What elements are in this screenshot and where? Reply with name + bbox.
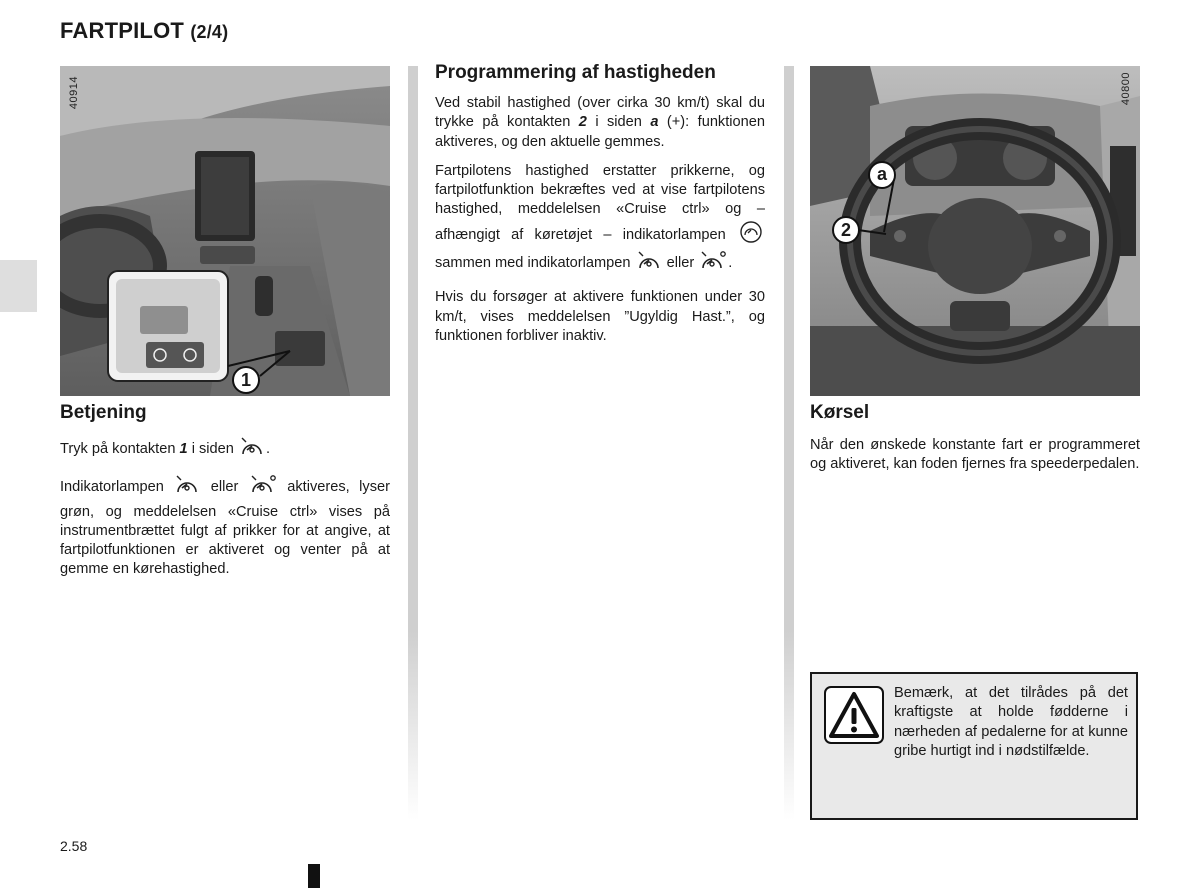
middle-section xyxy=(435,62,765,356)
page-title xyxy=(60,18,228,44)
middle-paragraph-2: Fartpilotens hastighed erstatter prikkerne, og fartpilotfunktion bekræftes ved at vise fartpilotens hastighed, meddelelsen «Cruise ctrl» og – afhængigt af køretøjet – indikatorlampen sammen med indikatorlampen eller . xyxy=(435,162,765,278)
title-part: (2/4) xyxy=(190,22,229,42)
warning-box xyxy=(810,672,1138,820)
warning-text: Bemærk, at det tilrådes på det kraftigste at holde fødderne i nærheden af pedalerne for at kunne gribe hurtigt ind i nødstilfælde. xyxy=(822,684,1128,761)
section-heading-korsel: Kørsel xyxy=(810,402,870,423)
warning-triangle-icon xyxy=(824,686,884,744)
steering-wheel-photo xyxy=(810,66,1140,396)
image-code: 40800 xyxy=(1120,72,1132,106)
cruise-control-icon xyxy=(175,474,199,502)
dashboard-photo xyxy=(60,66,390,396)
switch-2-ref: 2 xyxy=(578,114,587,131)
callout-1: 1 xyxy=(240,370,251,390)
speed-limiter-icon xyxy=(700,250,726,278)
right-section xyxy=(810,402,1140,485)
left-paragraph-1: Tryk på kontakten 1 i siden . xyxy=(60,436,390,464)
cruise-lamp-icon xyxy=(739,220,763,250)
section-heading-programmering: Programmering af hastigheden xyxy=(435,62,716,83)
right-paragraph-1: Når den ønskede konstante fart er programmeret og aktiveret, kan foden fjernes fra speederpedalen. xyxy=(810,437,1140,473)
image-code: 40914 xyxy=(68,76,80,110)
cruise-control-icon xyxy=(240,436,264,464)
left-body xyxy=(60,436,390,580)
section-tab xyxy=(0,260,37,312)
title-text: FARTPILOT xyxy=(60,18,185,43)
left-section xyxy=(60,402,390,590)
middle-body xyxy=(435,94,765,346)
right-body xyxy=(810,436,1140,475)
callout-a: a xyxy=(876,164,887,184)
cruise-control-icon xyxy=(637,250,661,278)
column-divider-right xyxy=(784,66,794,820)
section-heading-betjening: Betjening xyxy=(60,402,147,423)
middle-paragraph-3: Hvis du forsøger at aktivere funktionen under 30 km/t, vises meddelelsen ”Ugyldig Hast.”, og funktionen forbliver inaktiv. xyxy=(435,289,765,344)
column-divider-left xyxy=(408,66,418,820)
speed-limiter-icon xyxy=(250,474,276,502)
middle-paragraph-1: Ved stabil hastighed (over cirka 30 km/t) skal du trykke på kontakten 2 i siden a (+): funktionen aktiveres, og den aktuelle gemmes. xyxy=(435,95,765,150)
page-number: 2.58 xyxy=(60,838,88,854)
switch-1-ref: 1 xyxy=(179,441,188,457)
callout-2: 2 xyxy=(840,220,851,240)
left-paragraph-2: Indikatorlampen eller aktiveres, lyser grøn, og meddelelsen «Cruise ctrl» vises på instrumentbrættet fulgt af prikker for at angive, at fartpilotfunktionen er aktiveret og venter på at gemme en kørehastighed. xyxy=(60,474,390,579)
crop-mark xyxy=(308,864,320,888)
side-a-ref: a xyxy=(650,114,659,131)
